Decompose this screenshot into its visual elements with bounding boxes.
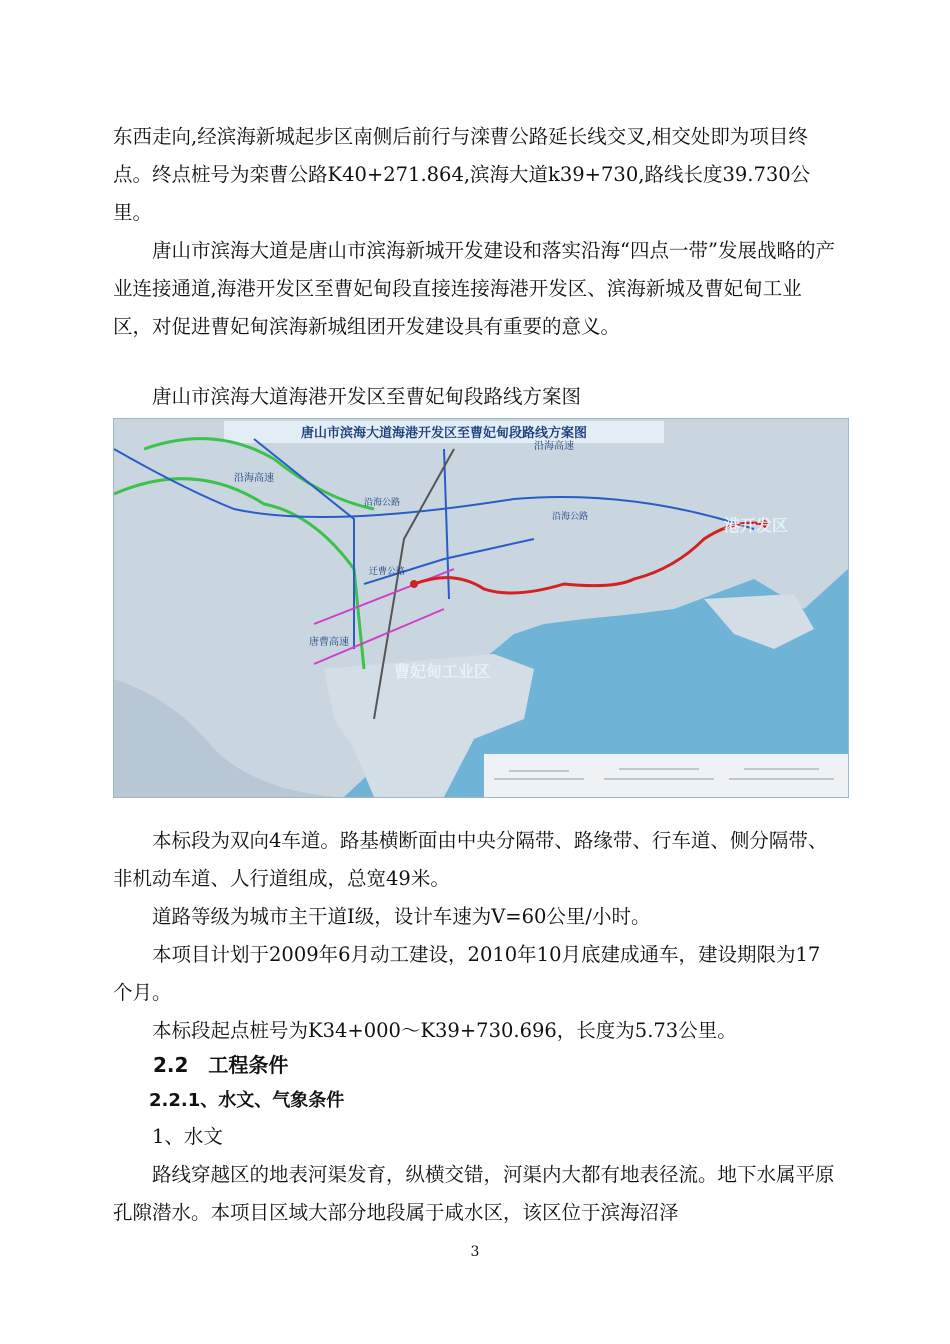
label-coastal-expressway-1: 沿海高速 <box>234 473 274 484</box>
route-map-svg <box>114 419 848 797</box>
label-port-zone: 港开发区 <box>724 516 789 535</box>
heading-engineering-conditions: 2.2 工程条件 <box>153 1053 289 1077</box>
paragraph-schedule: 本项目计划于2009年6月动工建设，2010年10月底建成通车，建设期限为17个月。 <box>113 943 821 1004</box>
figure-caption: 唐山市滨海大道海港开发区至曹妃甸段路线方案图 <box>152 385 582 408</box>
paragraph-cross-section: 本标段为双向4车道。路基横断面由中央分隔带、路缘带、行车道、侧分隔带、非机动车道、人行道组成，总宽49米。 <box>113 829 828 890</box>
route-map-figure <box>113 418 849 798</box>
map-title: 唐山市滨海大道海港开发区至曹妃甸段路线方案图 <box>300 426 588 441</box>
label-caofeidian-zone: 曹妃甸工业区 <box>394 662 491 681</box>
paragraph-route-end: 东西走向,经滨海新城起步区南侧后前行与滦曹公路延长线交叉,相交处即为项目终点。终点桩号为栾曹公路K40+271.864,滨海大道k39+730,路线长度39.730公里。 <box>113 125 811 224</box>
page-number: 3 <box>470 1244 480 1260</box>
cross-section-strip <box>484 754 848 797</box>
paragraph-section-stations: 本标段起点桩号为K34+000～K39+730.696，长度为5.73公里。 <box>152 1019 737 1042</box>
label-coastal-road-2: 沿海公路 <box>552 512 589 522</box>
label-tangcao-expressway: 唐曹高速 <box>309 637 349 648</box>
label-coastal-road-1: 沿海公路 <box>364 498 401 508</box>
paragraph-road-grade: 道路等级为城市主干道Ⅰ级，设计车速为V=60公里/小时。 <box>152 905 651 928</box>
heading-hydrology: 1、水文 <box>152 1125 223 1148</box>
label-coastal-expressway-2: 沿海高速 <box>534 441 574 452</box>
paragraph-hydrology: 路线穿越区的地表河渠发育，纵横交错，河渠内大都有地表径流。地下水属平原孔隙潜水。本项目区域大部分地段属于咸水区，该区位于滨海沼泽 <box>113 1163 835 1224</box>
heading-hydrology-climate: 2.2.1、水文、气象条件 <box>149 1090 345 1111</box>
paragraph-significance: 唐山市滨海大道是唐山市滨海新城开发建设和落实沿海“四点一带”发展战略的产业连接通道,海港开发区至曹妃甸段直接连接海港开发区、滨海新城及曹妃甸工业区，对促进曹妃甸滨海新城组团开发建设具有重要的意义。 <box>113 239 835 338</box>
route-end-marker <box>410 580 418 588</box>
label-qiancao-road: 迁曹公路 <box>369 567 406 577</box>
